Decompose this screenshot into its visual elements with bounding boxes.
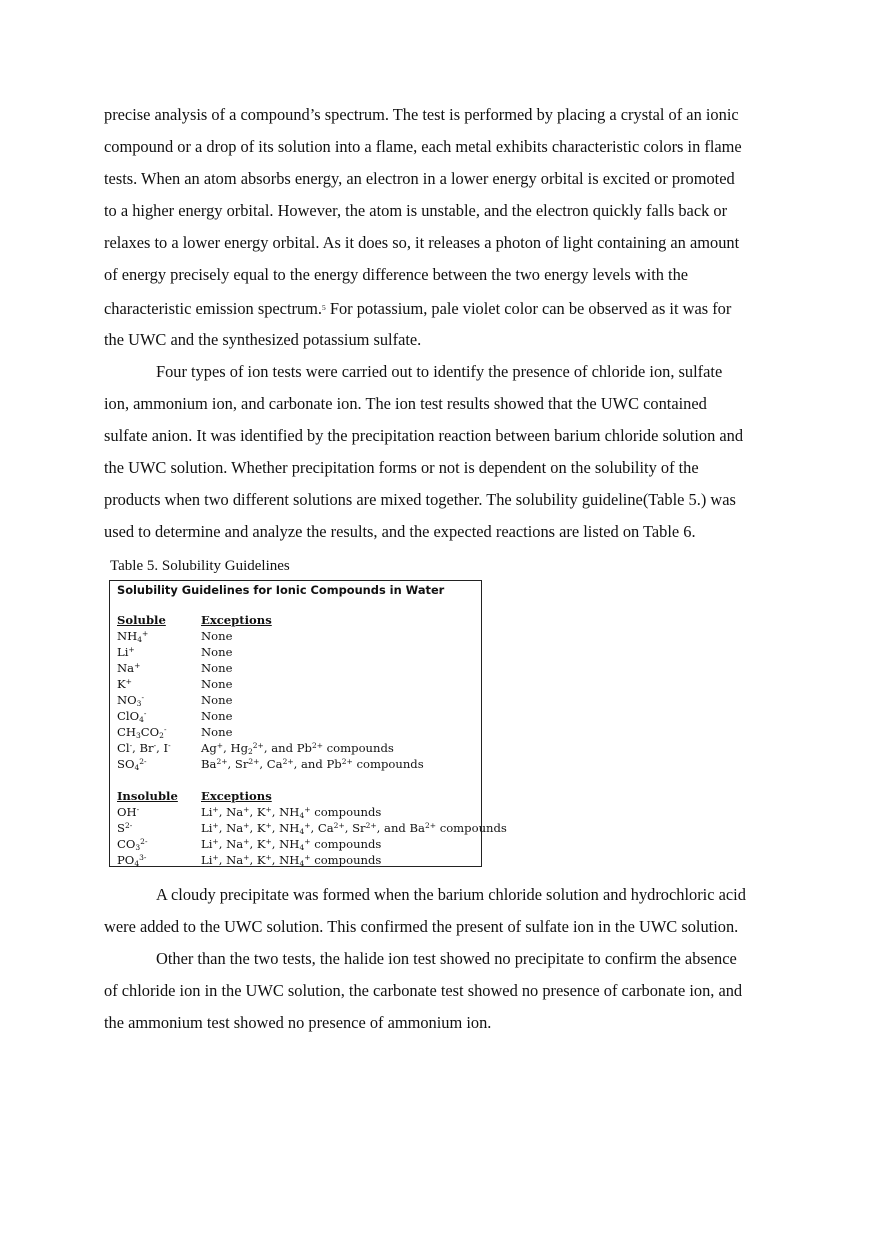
text-line: to a higher energy orbital. However, the atom is unstable, and the electron quickly falls back or (104, 201, 728, 221)
table-row (110, 661, 481, 677)
exception-cell: None (201, 629, 233, 643)
exception-cell: Li+, Na+, K+, $NH_4^+$, $Ca^{2+}$, $Sr^{2+}$, and $Ba^{2+}$ compounds (201, 821, 507, 836)
exception-cell: Li+, Na+, K+, $NH_4^+$ compounds (201, 837, 382, 852)
table-row (110, 725, 481, 741)
text-line: Other than the two tests, the halide ion test showed no precipitate to confirm the absence (156, 949, 737, 968)
table-row (110, 757, 481, 773)
table-caption: Table 5. Solubility Guidelines (110, 558, 290, 574)
text-line: compound or a drop of its solution into a flame, each metal exhibits characteristic colors in flame (104, 137, 742, 157)
ion-cell: $PO_4^{3-}$ (117, 853, 147, 868)
text-line: sulfate anion. It was identified by the precipitation reaction between barium chloride solution and (104, 426, 744, 446)
text-line: the ammonium test showed no presence of ammonium ion. (104, 1013, 492, 1033)
exception-cell: None (201, 645, 233, 659)
text-segment: characteristic emission spectrum. (104, 298, 323, 318)
ion-cell: OH- (117, 805, 140, 819)
text-line: ion, ammonium ion, and carbonate ion. The ion test results showed that the UWC contained (104, 394, 707, 414)
table-row (110, 709, 481, 725)
text-line: A cloudy precipitate was formed when the barium chloride solution and hydrochloric acid (156, 885, 746, 904)
ion-cell: Li+ (117, 645, 135, 659)
column-header: Insoluble (117, 789, 178, 803)
column-header: Exceptions (201, 789, 272, 803)
text-line (104, 292, 780, 324)
solubility-table (109, 580, 507, 868)
text-line: the UWC and the synthesized potassium sulfate. (104, 329, 422, 349)
text-line: Four types of ion tests were carried out to identify the presence of chloride ion, sulfate (156, 362, 723, 381)
text-line: tests. When an atom absorbs energy, an electron in a lower energy orbital is excited or promoted (104, 169, 735, 189)
exception-cell: Li+, Na+, K+, $NH_4^+$ compounds (201, 853, 382, 868)
table-title: Solubility Guidelines for Ionic Compounds in Water (117, 583, 445, 597)
soluble-header-row (110, 613, 481, 629)
table-row (110, 677, 481, 693)
exception-cell: None (201, 661, 233, 675)
exception-cell: None (201, 677, 233, 691)
text-line: the UWC solution. Whether precipitation forms or not is dependent on the solubility of the (104, 458, 699, 478)
ion-cell: $NH_4^+$ (117, 629, 149, 644)
column-header: Soluble (117, 613, 166, 627)
table-row (110, 853, 481, 869)
exception-cell: Li+, Na+, K+, $NH_4^+$ compounds (201, 805, 382, 820)
exception-cell: None (201, 693, 233, 707)
table-row (110, 645, 481, 661)
ion-cell: Cl-, Br-, I- (117, 741, 171, 755)
ion-cell: $CH_3CO_2^-$ (117, 725, 167, 740)
paragraph-precipitate (104, 879, 780, 943)
paragraph-flame-test (104, 99, 780, 356)
ion-cell: K+ (117, 677, 132, 691)
text-line: precise analysis of a compound’s spectrum. The test is performed by placing a crystal of an ionic (104, 105, 739, 124)
text-line: products when two different solutions are mixed together. The solubility guideline(Table 5.) was (104, 490, 736, 510)
exception-cell: $Ba^{2+}$, $Sr^{2+}$, $Ca^{2+}$, and $Pb^{2+}$ compounds (201, 757, 424, 771)
ion-cell: $NO_3^-$ (117, 693, 144, 708)
paragraph-ion-tests (104, 356, 780, 549)
ion-cell: Na+ (117, 661, 141, 675)
table-row (110, 805, 481, 821)
text-line: of chloride ion in the UWC solution, the carbonate test showed no presence of carbonate ion, and (104, 981, 743, 1001)
text-line: were added to the UWC solution. This confirmed the present of sulfate ion in the UWC solution. (104, 917, 739, 937)
text-line: relaxes to a lower energy orbital. As it does so, it releases a photon of light containing an amount (104, 233, 740, 253)
table-row (110, 693, 481, 709)
table-row (110, 837, 481, 853)
exception-cell: None (201, 725, 233, 739)
paragraph-other-tests (104, 943, 780, 1039)
exception-cell: None (201, 709, 233, 723)
table-row (110, 629, 481, 645)
ion-cell: $SO_4^{2-}$ (117, 757, 147, 772)
text-segment: For potassium, pale violet color can be observed as it was for (325, 298, 732, 318)
ion-cell: $S^{2-}$ (117, 821, 133, 835)
ion-cell: ClO$_4$- (117, 709, 147, 724)
table-row (110, 741, 481, 757)
table-row (110, 821, 507, 837)
ion-cell: $CO_3^{2-}$ (117, 837, 148, 852)
citation-superscript: 5 (322, 302, 326, 312)
column-header: Exceptions (201, 613, 272, 627)
text-line: used to determine and analyze the results, and the expected reactions are listed on Table 6. (104, 522, 696, 542)
exception-cell: Ag+, $Hg_2^{2+}$, and $Pb^{2+}$ compounds (201, 741, 394, 756)
text-line: of energy precisely equal to the energy difference between the two energy levels with the (104, 265, 689, 285)
insoluble-header-row (110, 789, 481, 805)
